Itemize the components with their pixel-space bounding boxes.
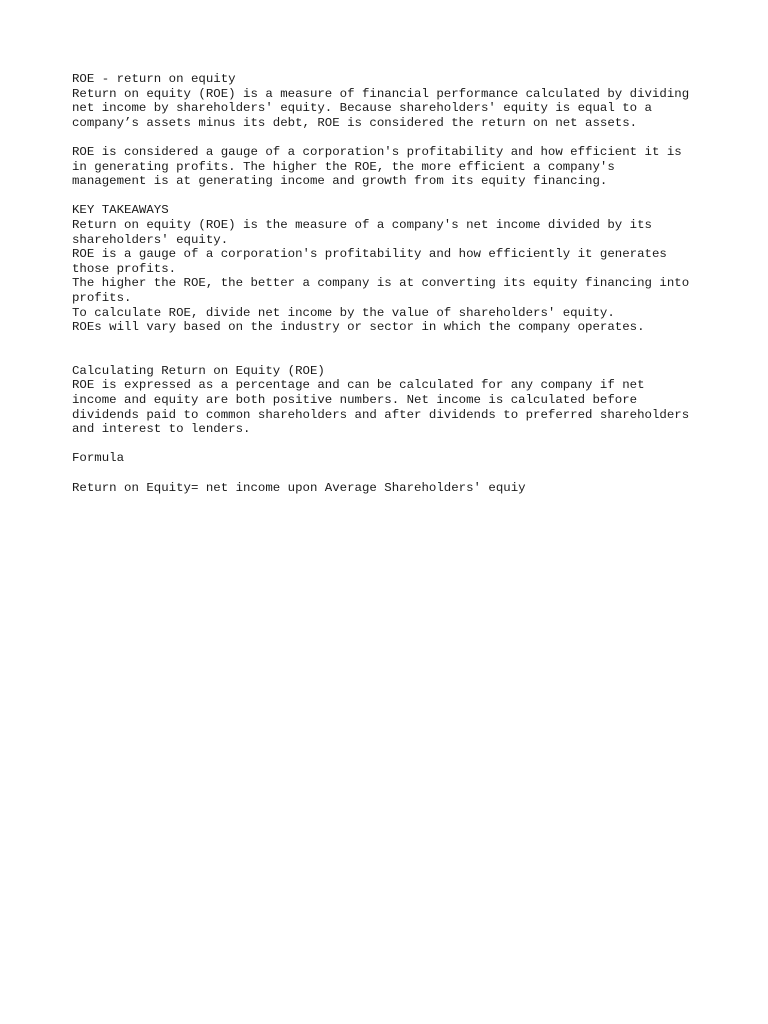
calculating-line: income and equity are both positive numbers. Net income is calculated before	[72, 393, 638, 408]
blank-line	[72, 130, 712, 145]
takeaway-line: ROEs will vary based on the industry or sector in which the company operates.	[72, 320, 645, 335]
key-takeaways-heading: KEY TAKEAWAYS	[72, 203, 169, 218]
takeaway-line: To calculate ROE, divide net income by the value of shareholders' equity.	[72, 305, 615, 320]
formula-section	[72, 451, 712, 495]
key-takeaways-section	[72, 203, 712, 334]
blank-line	[72, 437, 712, 452]
calculating-line: ROE is expressed as a percentage and can be calculated for any company if net	[72, 378, 645, 393]
gauge-line: in generating profits. The higher the ROE, the more efficient a company's	[72, 159, 615, 174]
takeaway-line: profits.	[72, 290, 132, 305]
calculating-line: dividends paid to common shareholders and after dividends to preferred shareholders	[72, 407, 690, 422]
blank-line	[72, 466, 712, 481]
takeaway-line: Return on equity (ROE) is the measure of a company's net income divided by its	[72, 217, 652, 232]
takeaway-line: ROE is a gauge of a corporation's profitability and how efficiently it generates	[72, 247, 667, 262]
blank-line	[72, 189, 712, 204]
calculating-heading: Calculating Return on Equity (ROE)	[72, 363, 325, 378]
gauge-line: ROE is considered a gauge of a corporation's profitability and how efficient it is	[72, 144, 682, 159]
calculating-section	[72, 364, 712, 437]
formula-heading: Formula	[72, 451, 125, 466]
document-body	[72, 72, 712, 495]
takeaway-line: those profits.	[72, 261, 177, 276]
gauge-paragraph	[72, 145, 712, 189]
intro-line: net income by shareholders' equity. Because shareholders' equity is equal to a	[72, 101, 652, 116]
intro-line: Return on equity (ROE) is a measure of financial performance calculated by dividing	[72, 86, 690, 101]
blank-line	[72, 349, 712, 364]
formula-text: Return on Equity= net income upon Average Shareholders' equiy	[72, 480, 526, 495]
document-title: ROE - return on equity	[72, 72, 236, 86]
takeaway-line: shareholders' equity.	[72, 232, 229, 247]
gauge-line: management is at generating income and growth from its equity financing.	[72, 174, 608, 189]
takeaway-line: The higher the ROE, the better a company is at converting its equity financing into	[72, 276, 690, 291]
intro-line: company’s assets minus its debt, ROE is considered the return on net assets.	[72, 115, 638, 130]
intro-paragraph	[72, 72, 712, 130]
calculating-line: and interest to lenders.	[72, 422, 251, 437]
blank-line	[72, 335, 712, 350]
